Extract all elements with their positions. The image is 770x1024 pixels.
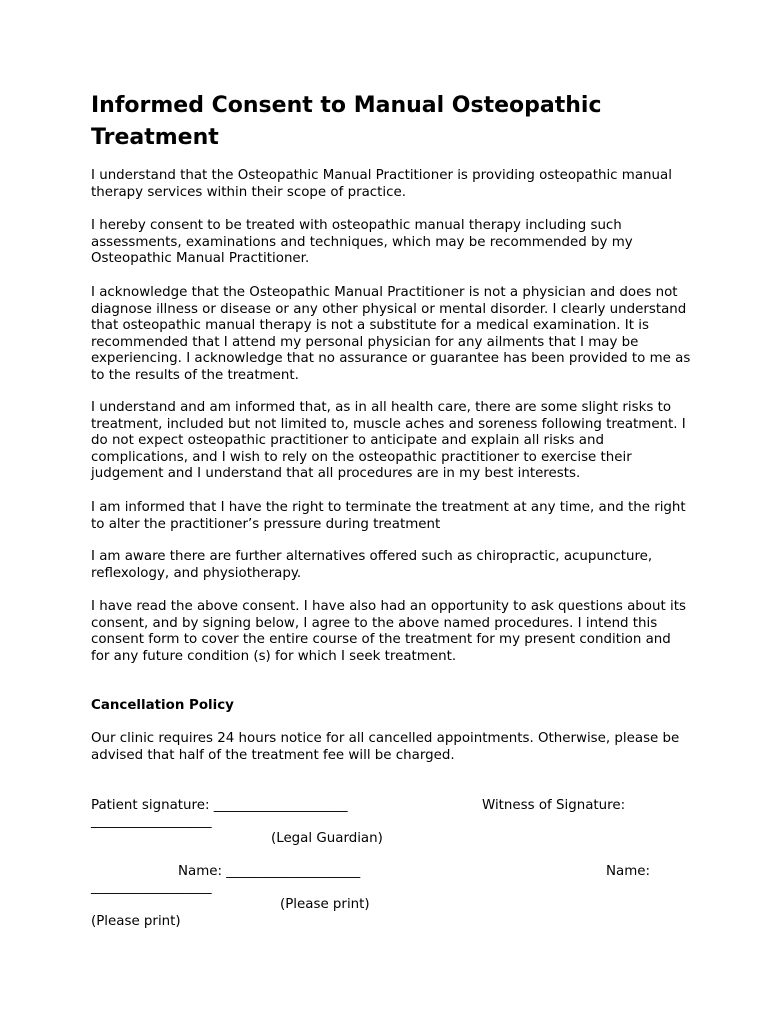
witness-name-label: Name: (606, 864, 651, 879)
cancellation-policy-text: Our clinic requires 24 hours notice for all cancelled appointments. Otherwise, please be advised that half of the treatment fee will be charged. (91, 731, 680, 763)
paragraph-consent-to-treatment: I hereby consent to be treated with osteopathic manual therapy including such assessments, examinations and techniques, which may be recommended by my Osteopathic Manual Practitioner. (91, 218, 633, 267)
paragraph-risks: I understand and am informed that, as in all health care, there are some slight risks to treatment, included but not limited to, muscle aches and soreness following treatment. I do not expect osteopathic practitioner to anticipate and explain all risks and complications, and I wish to rely on the osteopathic practitioner to exercise their judgement and I understand that all procedures are in my best interests. (91, 400, 686, 482)
paragraph-right-to-terminate: I am informed that I have the right to terminate the treatment at any time, and the right to alter the practitioner’s pressure during treatment (91, 500, 686, 532)
witness-signature-blank: __________________ (91, 814, 212, 829)
cancellation-policy-heading: Cancellation Policy (91, 698, 234, 713)
patient-signature-line: Patient signature: ____________________ (91, 798, 348, 813)
please-print-label: (Please print) (91, 914, 181, 929)
please-print-label: (Please print) (280, 897, 370, 912)
paragraph-acknowledgement: I have read the above consent. I have also had an opportunity to ask questions about its consent, and by signing below, I agree to the above named procedures. I intend this consent form to cover the entire course of the treatment for my present condition and for any future condition (s) for which I seek treatment. (91, 599, 686, 664)
paragraph-scope-of-practice: I understand that the Osteopathic Manual Practitioner is providing osteopathic manual therapy services within their scope of practice. (91, 168, 672, 200)
paragraph-alternatives: I am aware there are further alternatives offered such as chiropractic, acupuncture, reflexology, and physiotherapy. (91, 549, 653, 581)
document-title: Informed Consent to Manual Osteopathic Treatment (91, 93, 602, 150)
paragraph-not-a-physician: I acknowledge that the Osteopathic Manual Practitioner is not a physician and does not diagnose illness or disease or any other physical or mental disorder. I clearly understand that osteopathic manual therapy is not a substitute for a medical examination. It is recommended that I attend my personal physician for any ailments that I may be experiencing. I acknowledge that no assurance or guarantee has been provided to me as to the results of the treatment. (91, 285, 691, 383)
legal-guardian-label: (Legal Guardian) (271, 831, 383, 846)
witness-name-blank: __________________ (91, 880, 212, 895)
witness-signature-label: Witness of Signature: (482, 798, 626, 813)
patient-name-line: Name: ____________________ (178, 864, 361, 879)
